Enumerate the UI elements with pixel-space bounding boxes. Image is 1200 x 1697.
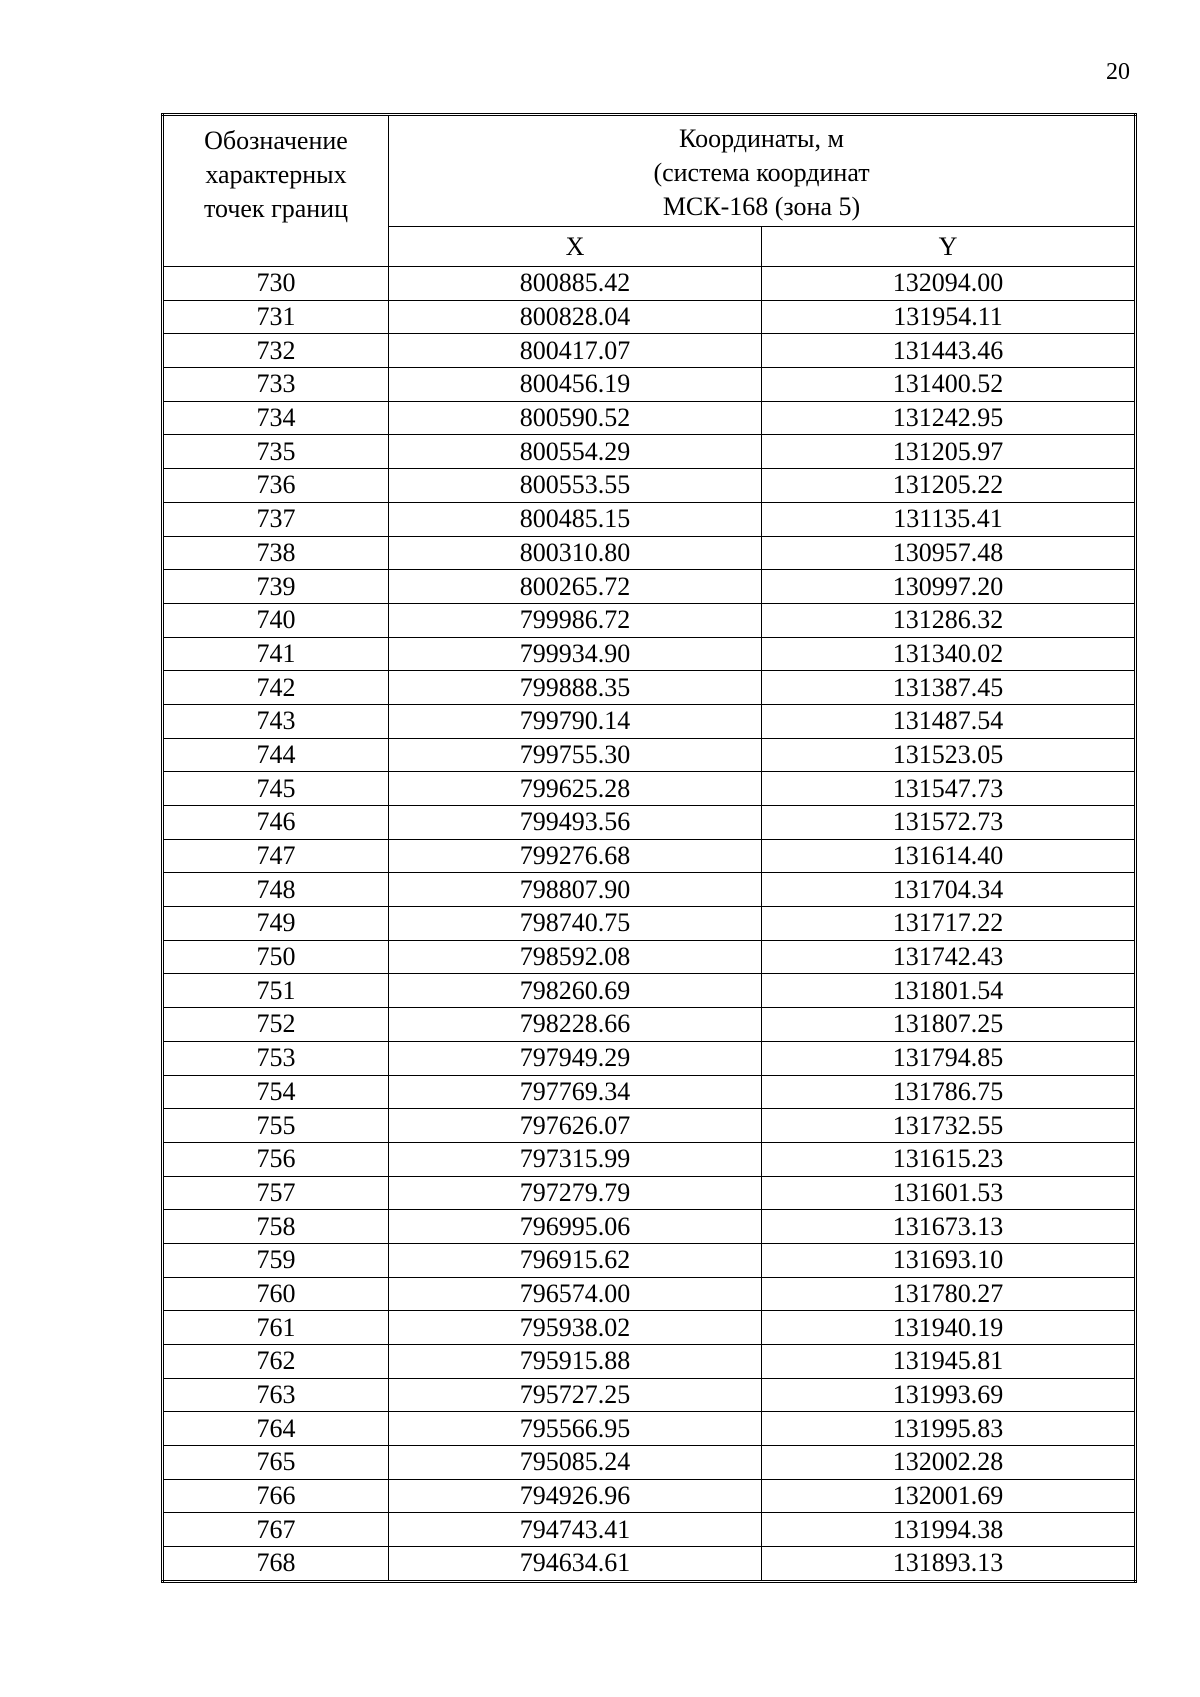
cell-point-number: 733 <box>163 368 389 402</box>
table-row <box>163 1075 1136 1109</box>
cell-x: 795085.24 <box>389 1446 762 1480</box>
cell-point-number: 761 <box>163 1311 389 1345</box>
cell-point-number: 760 <box>163 1277 389 1311</box>
cell-point-number: 758 <box>163 1210 389 1244</box>
table-row <box>163 502 1136 536</box>
cell-x: 800885.42 <box>389 267 762 301</box>
header-coords-line: (система координат <box>653 158 870 187</box>
cell-y: 131794.85 <box>762 1041 1136 1075</box>
table-body <box>163 267 1136 1582</box>
cell-y: 132002.28 <box>762 1446 1136 1480</box>
cell-y: 131487.54 <box>762 704 1136 738</box>
cell-x: 798740.75 <box>389 907 762 941</box>
table-row <box>163 974 1136 1008</box>
cell-x: 799888.35 <box>389 671 762 705</box>
table-row <box>163 570 1136 604</box>
cell-x: 799276.68 <box>389 839 762 873</box>
cell-x: 799790.14 <box>389 704 762 738</box>
cell-x: 797626.07 <box>389 1109 762 1143</box>
header-coords-line: Координаты, м <box>679 124 844 153</box>
table-row <box>163 1446 1136 1480</box>
cell-x: 800554.29 <box>389 435 762 469</box>
table-row <box>163 1210 1136 1244</box>
table-row <box>163 839 1136 873</box>
cell-point-number: 741 <box>163 637 389 671</box>
cell-point-number: 752 <box>163 1008 389 1042</box>
cell-y: 131786.75 <box>762 1075 1136 1109</box>
cell-point-number: 737 <box>163 502 389 536</box>
cell-x: 795566.95 <box>389 1412 762 1446</box>
cell-y: 131742.43 <box>762 940 1136 974</box>
cell-point-number: 746 <box>163 806 389 840</box>
cell-y: 131945.81 <box>762 1345 1136 1379</box>
cell-y: 132094.00 <box>762 267 1136 301</box>
cell-point-number: 739 <box>163 570 389 604</box>
cell-point-number: 731 <box>163 300 389 334</box>
cell-point-number: 755 <box>163 1109 389 1143</box>
cell-x: 794926.96 <box>389 1479 762 1513</box>
cell-y: 130957.48 <box>762 536 1136 570</box>
header-coords-line: МСК-168 (зона 5) <box>662 192 861 221</box>
table-row <box>163 368 1136 402</box>
cell-y: 131995.83 <box>762 1412 1136 1446</box>
table-row <box>163 1109 1136 1143</box>
cell-point-number: 734 <box>163 401 389 435</box>
header-coordinates <box>389 115 1136 227</box>
cell-y: 131693.10 <box>762 1243 1136 1277</box>
cell-point-number: 740 <box>163 603 389 637</box>
cell-x: 799755.30 <box>389 738 762 772</box>
cell-x: 795938.02 <box>389 1311 762 1345</box>
cell-x: 799986.72 <box>389 603 762 637</box>
table-row <box>163 1345 1136 1379</box>
cell-x: 800417.07 <box>389 334 762 368</box>
cell-point-number: 750 <box>163 940 389 974</box>
table-row <box>163 772 1136 806</box>
cell-y: 131807.25 <box>762 1008 1136 1042</box>
table-row <box>163 671 1136 705</box>
cell-y: 131780.27 <box>762 1277 1136 1311</box>
cell-y: 131572.73 <box>762 806 1136 840</box>
header-point-designation <box>163 115 389 267</box>
coordinates-table <box>161 113 1137 1583</box>
header-point-line: точек границ <box>203 194 349 223</box>
cell-point-number: 735 <box>163 435 389 469</box>
table-row <box>163 469 1136 503</box>
cell-y: 131205.97 <box>762 435 1136 469</box>
cell-x: 799934.90 <box>389 637 762 671</box>
cell-y: 131994.38 <box>762 1513 1136 1547</box>
cell-point-number: 742 <box>163 671 389 705</box>
cell-y: 131387.45 <box>762 671 1136 705</box>
table-row <box>163 435 1136 469</box>
cell-y: 131614.40 <box>762 839 1136 873</box>
page-number: 20 <box>1106 59 1130 85</box>
cell-point-number: 754 <box>163 1075 389 1109</box>
table-row <box>163 738 1136 772</box>
table-row <box>163 907 1136 941</box>
cell-x: 794743.41 <box>389 1513 762 1547</box>
table-row <box>163 1547 1136 1582</box>
cell-y: 131717.22 <box>762 907 1136 941</box>
cell-y: 131135.41 <box>762 502 1136 536</box>
cell-x: 800456.19 <box>389 368 762 402</box>
cell-point-number: 751 <box>163 974 389 1008</box>
cell-point-number: 767 <box>163 1513 389 1547</box>
table-row <box>163 873 1136 907</box>
cell-x: 800590.52 <box>389 401 762 435</box>
cell-x: 797279.79 <box>389 1176 762 1210</box>
cell-y: 131523.05 <box>762 738 1136 772</box>
cell-y: 131673.13 <box>762 1210 1136 1244</box>
cell-y: 131547.73 <box>762 772 1136 806</box>
table-row <box>163 401 1136 435</box>
cell-x: 794634.61 <box>389 1547 762 1582</box>
cell-point-number: 764 <box>163 1412 389 1446</box>
cell-x: 800265.72 <box>389 570 762 604</box>
cell-point-number: 768 <box>163 1547 389 1582</box>
cell-point-number: 732 <box>163 334 389 368</box>
cell-point-number: 743 <box>163 704 389 738</box>
cell-y: 131893.13 <box>762 1547 1136 1582</box>
cell-x: 800553.55 <box>389 469 762 503</box>
cell-y: 131205.22 <box>762 469 1136 503</box>
cell-y: 131704.34 <box>762 873 1136 907</box>
cell-point-number: 748 <box>163 873 389 907</box>
cell-y: 131400.52 <box>762 368 1136 402</box>
cell-y: 131732.55 <box>762 1109 1136 1143</box>
cell-point-number: 765 <box>163 1446 389 1480</box>
cell-point-number: 753 <box>163 1041 389 1075</box>
table-row <box>163 1479 1136 1513</box>
cell-x: 798592.08 <box>389 940 762 974</box>
cell-x: 795915.88 <box>389 1345 762 1379</box>
cell-point-number: 736 <box>163 469 389 503</box>
cell-point-number: 738 <box>163 536 389 570</box>
header-point-line: характерных <box>205 160 347 189</box>
cell-x: 800310.80 <box>389 536 762 570</box>
table-row <box>163 1008 1136 1042</box>
cell-x: 799625.28 <box>389 772 762 806</box>
cell-x: 797949.29 <box>389 1041 762 1075</box>
cell-point-number: 730 <box>163 267 389 301</box>
cell-x: 798807.90 <box>389 873 762 907</box>
cell-y: 131801.54 <box>762 974 1136 1008</box>
cell-y: 131340.02 <box>762 637 1136 671</box>
table-row <box>163 704 1136 738</box>
cell-point-number: 745 <box>163 772 389 806</box>
cell-y: 130997.20 <box>762 570 1136 604</box>
cell-point-number: 766 <box>163 1479 389 1513</box>
header-x: X <box>389 227 762 267</box>
table-header <box>163 115 1136 267</box>
cell-y: 131615.23 <box>762 1142 1136 1176</box>
table-row <box>163 1041 1136 1075</box>
cell-point-number: 757 <box>163 1176 389 1210</box>
cell-point-number: 744 <box>163 738 389 772</box>
header-y: Y <box>762 227 1136 267</box>
cell-x: 796915.62 <box>389 1243 762 1277</box>
table-row <box>163 1311 1136 1345</box>
cell-point-number: 759 <box>163 1243 389 1277</box>
cell-point-number: 747 <box>163 839 389 873</box>
cell-x: 797769.34 <box>389 1075 762 1109</box>
table-row <box>163 806 1136 840</box>
cell-x: 796574.00 <box>389 1277 762 1311</box>
table-row <box>163 637 1136 671</box>
cell-y: 131954.11 <box>762 300 1136 334</box>
table-row <box>163 267 1136 301</box>
table-row <box>163 300 1136 334</box>
table-row <box>163 1378 1136 1412</box>
cell-x: 799493.56 <box>389 806 762 840</box>
cell-x: 797315.99 <box>389 1142 762 1176</box>
cell-y: 131940.19 <box>762 1311 1136 1345</box>
cell-y: 132001.69 <box>762 1479 1136 1513</box>
cell-x: 798228.66 <box>389 1008 762 1042</box>
cell-x: 798260.69 <box>389 974 762 1008</box>
header-point-line: Обозначение <box>204 126 348 155</box>
cell-x: 800485.15 <box>389 502 762 536</box>
cell-y: 131993.69 <box>762 1378 1136 1412</box>
table-row <box>163 536 1136 570</box>
cell-y: 131286.32 <box>762 603 1136 637</box>
table-row <box>163 1513 1136 1547</box>
table-row <box>163 1142 1136 1176</box>
cell-point-number: 756 <box>163 1142 389 1176</box>
table-row <box>163 1243 1136 1277</box>
cell-point-number: 762 <box>163 1345 389 1379</box>
cell-x: 800828.04 <box>389 300 762 334</box>
table-row <box>163 1176 1136 1210</box>
table-row <box>163 940 1136 974</box>
cell-y: 131242.95 <box>762 401 1136 435</box>
cell-x: 796995.06 <box>389 1210 762 1244</box>
table-row <box>163 1277 1136 1311</box>
cell-point-number: 763 <box>163 1378 389 1412</box>
cell-y: 131601.53 <box>762 1176 1136 1210</box>
cell-y: 131443.46 <box>762 334 1136 368</box>
cell-point-number: 749 <box>163 907 389 941</box>
cell-x: 795727.25 <box>389 1378 762 1412</box>
table-row <box>163 1412 1136 1446</box>
table-row <box>163 334 1136 368</box>
table-row <box>163 603 1136 637</box>
